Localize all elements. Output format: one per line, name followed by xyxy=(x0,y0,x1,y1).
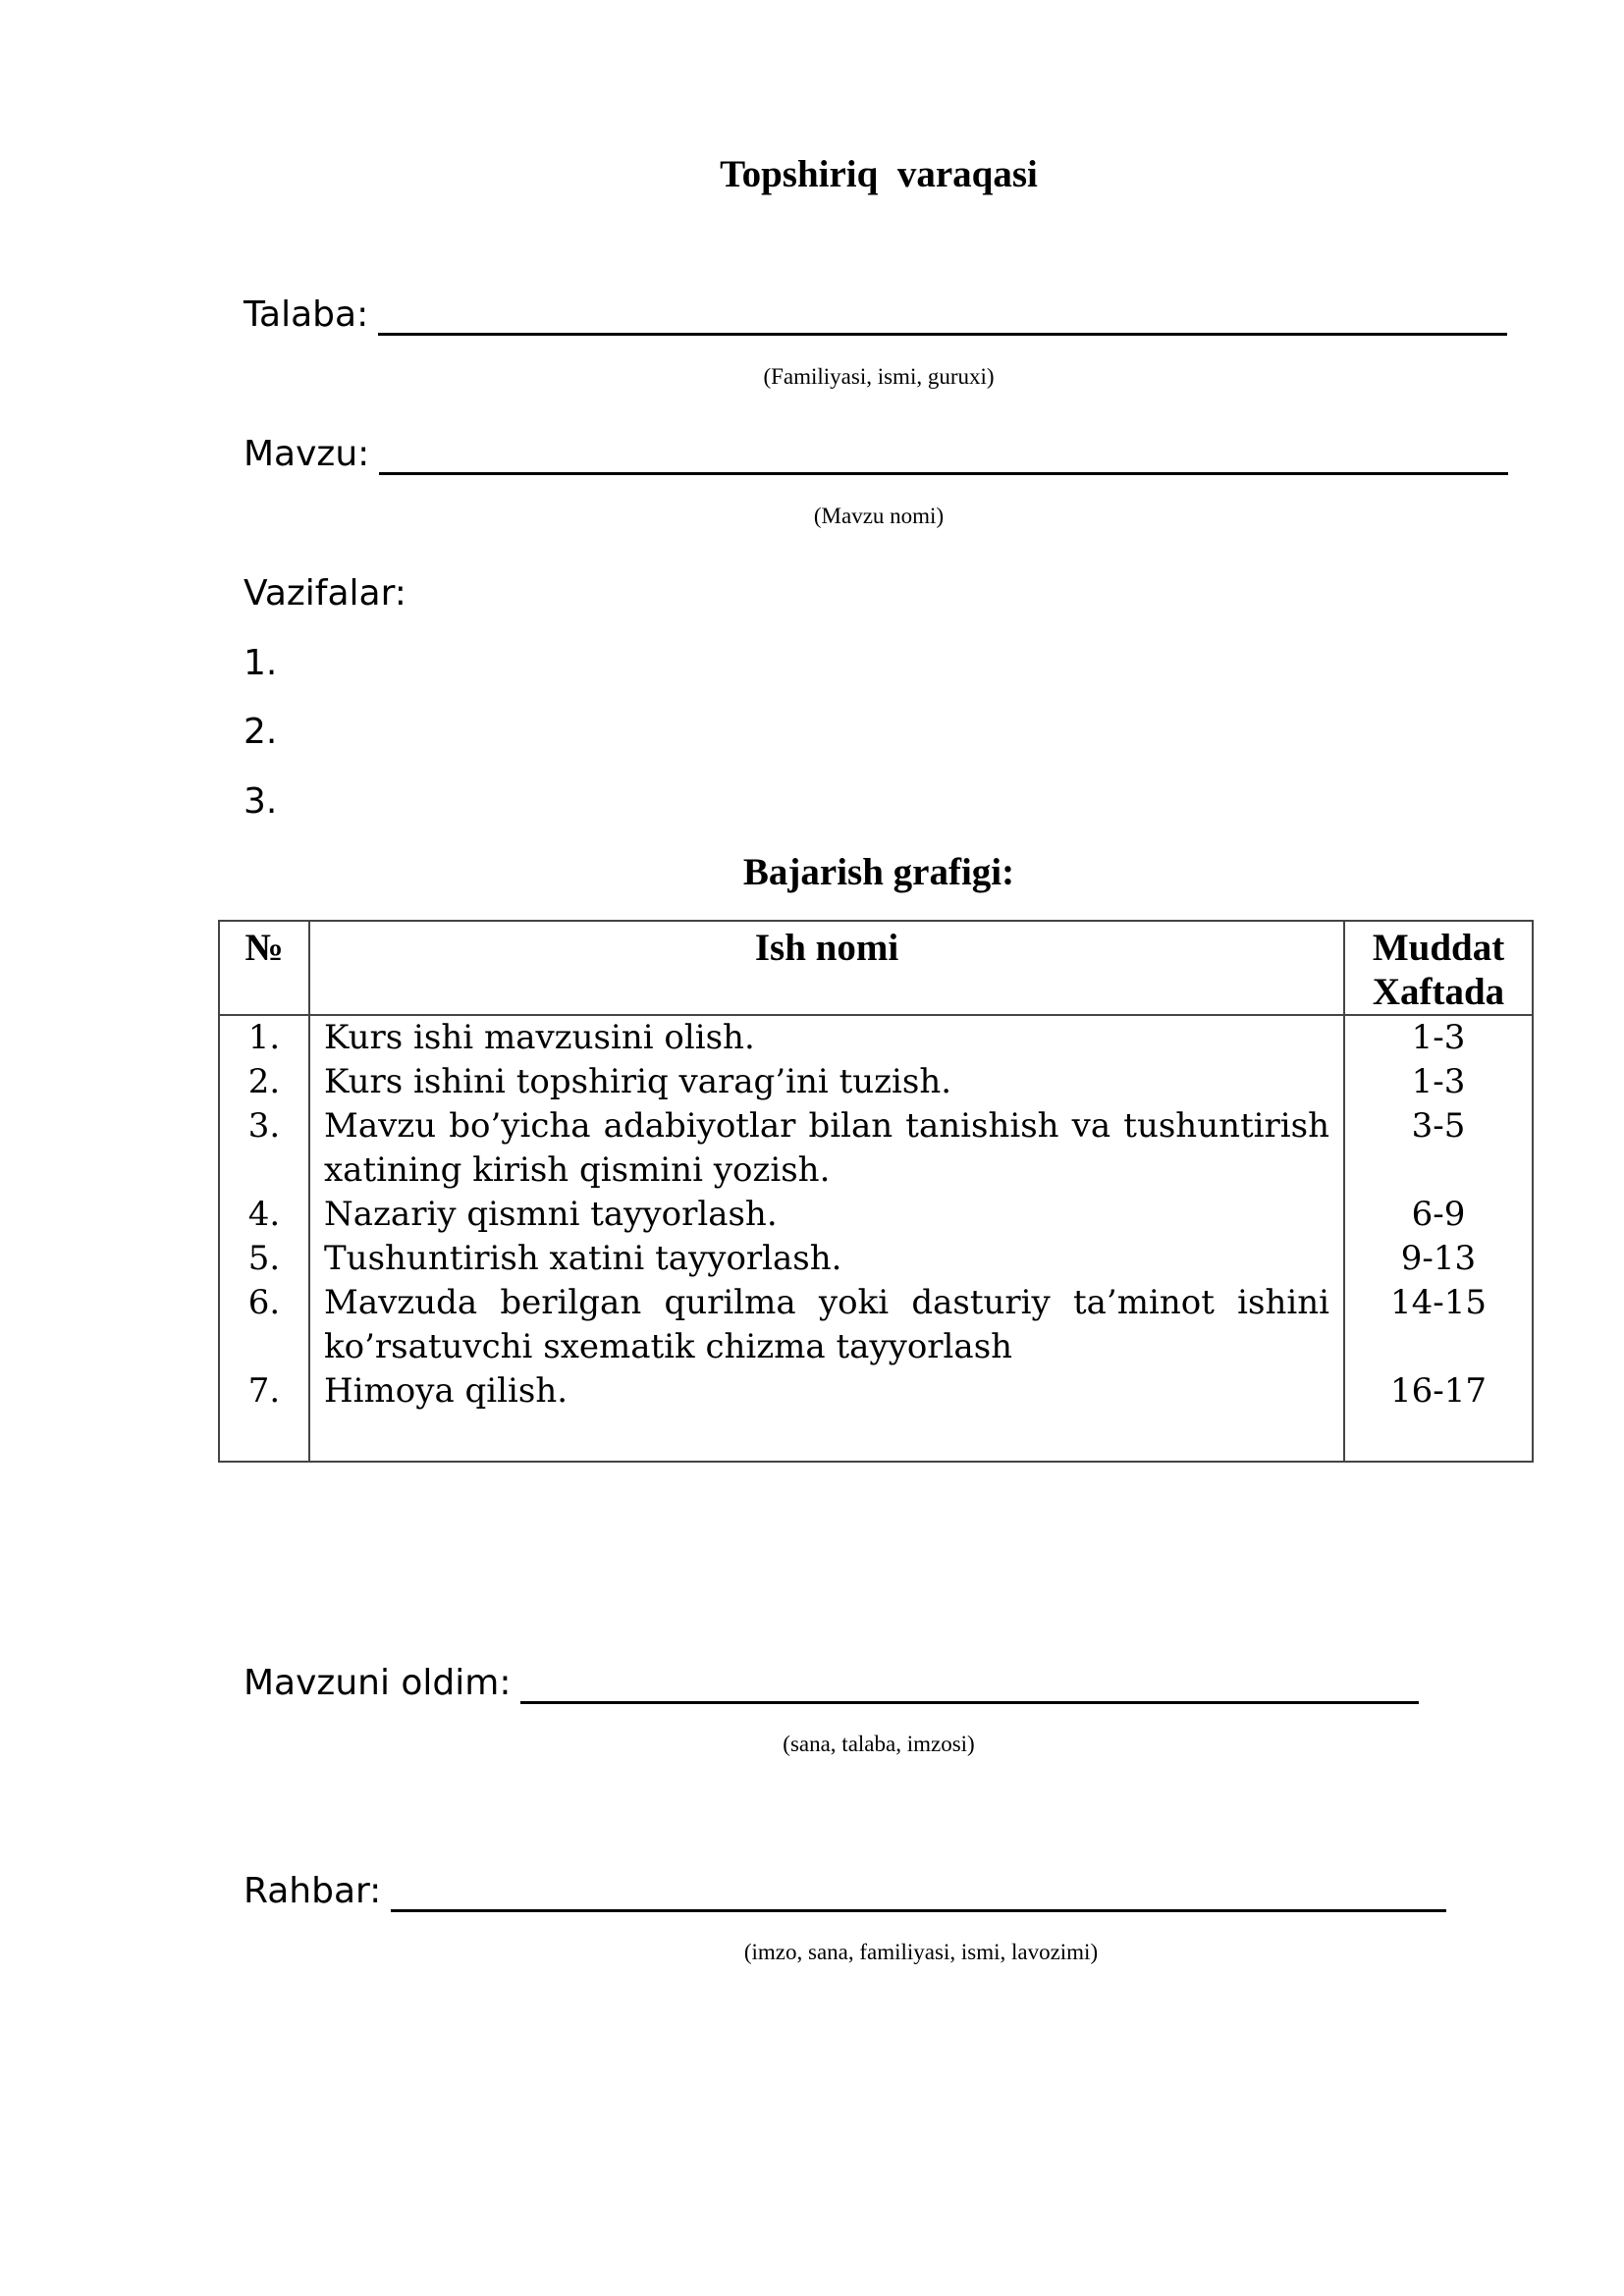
row-name: Mavzuda berilgan qurilma yoki dasturiy ta’minot ishini ko’rsatuvchi sxematik chizma tayyorlash xyxy=(309,1281,1344,1369)
row-name: Tushuntirish xatini tayyorlash. xyxy=(309,1237,1344,1281)
header-duration xyxy=(1344,921,1533,1015)
supervisor-blank-line[interactable] xyxy=(391,1907,1446,1912)
supervisor-field[interactable] xyxy=(244,1871,1446,1911)
row-duration: 3-5 xyxy=(1344,1104,1533,1193)
task-item-1: 1. xyxy=(244,643,278,683)
student-hint: (Familiyasi, ismi, guruxi) xyxy=(763,364,995,389)
header-duration-line2: Xaftada xyxy=(1372,971,1505,1013)
received-blank-line[interactable] xyxy=(520,1699,1419,1704)
topic-hint: (Mavzu nomi) xyxy=(813,504,945,528)
row-num: 3. xyxy=(219,1104,309,1193)
topic-label: Mavzu: xyxy=(244,434,370,474)
task-item-2: 2. xyxy=(244,712,278,752)
table-row xyxy=(219,1281,1533,1369)
document-title: Topshiriq varaqasi xyxy=(720,153,1038,195)
task-item-3: 3. xyxy=(244,781,278,822)
row-name: Kurs ishi mavzusini olish. xyxy=(309,1015,1344,1060)
row-duration: 1-3 xyxy=(1344,1060,1533,1104)
table-row xyxy=(219,1193,1533,1237)
row-name: Nazariy qismni tayyorlash. xyxy=(309,1193,1344,1237)
row-duration: 1-3 xyxy=(1344,1015,1533,1060)
row-num: 7. xyxy=(219,1369,309,1462)
received-hint: (sana, talaba, imzosi) xyxy=(783,1732,975,1756)
schedule-header-row xyxy=(219,921,1533,1015)
row-num: 4. xyxy=(219,1193,309,1237)
row-name: Himoya qilish. xyxy=(309,1369,1344,1462)
row-duration: 16-17 xyxy=(1344,1369,1533,1462)
topic-blank-line[interactable] xyxy=(379,470,1508,475)
header-name: Ish nomi xyxy=(309,921,1344,1015)
row-duration: 9-13 xyxy=(1344,1237,1533,1281)
row-duration: 14-15 xyxy=(1344,1281,1533,1369)
table-row xyxy=(219,1060,1533,1104)
table-row xyxy=(219,1369,1533,1462)
table-row xyxy=(219,1015,1533,1060)
row-num: 5. xyxy=(219,1237,309,1281)
schedule-table xyxy=(218,920,1534,1463)
row-duration: 6-9 xyxy=(1344,1193,1533,1237)
student-field[interactable] xyxy=(244,294,1507,335)
student-label: Talaba: xyxy=(244,294,369,335)
supervisor-hint: (imzo, sana, familiyasi, ismi, lavozimi) xyxy=(743,1940,1099,1964)
schedule-title: Bajarish grafigi: xyxy=(742,851,1015,893)
student-blank-line[interactable] xyxy=(378,331,1507,336)
row-num: 6. xyxy=(219,1281,309,1369)
received-label: Mavzuni oldim: xyxy=(244,1663,512,1703)
row-name: Mavzu bo’yicha adabiyotlar bilan tanishish va tushuntirish xatining kirish qismini yozish. xyxy=(309,1104,1344,1193)
table-row xyxy=(219,1104,1533,1193)
row-name: Kurs ishini topshiriq varag’ini tuzish. xyxy=(309,1060,1344,1104)
supervisor-label: Rahbar: xyxy=(244,1871,382,1911)
tasks-label: Vazifalar: xyxy=(244,573,406,614)
row-num: 1. xyxy=(219,1015,309,1060)
table-row xyxy=(219,1237,1533,1281)
received-field[interactable] xyxy=(244,1663,1419,1703)
header-duration-line1: Muddat xyxy=(1372,927,1505,969)
header-num: № xyxy=(219,921,309,1015)
topic-field[interactable] xyxy=(244,434,1508,474)
row-num: 2. xyxy=(219,1060,309,1104)
